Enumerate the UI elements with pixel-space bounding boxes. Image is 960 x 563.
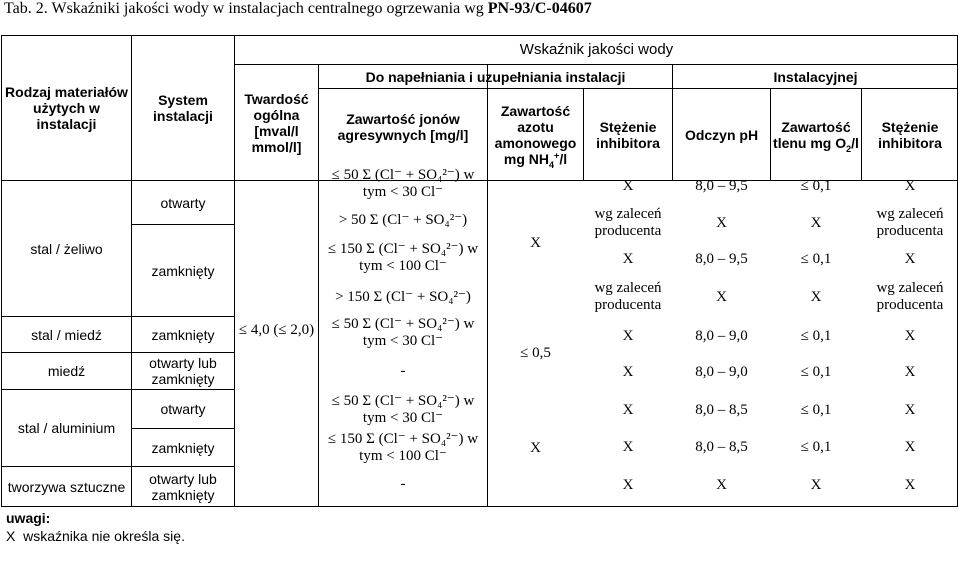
notes-title: uwagi:: [6, 510, 51, 526]
aggressive-row-1: ≤ 50 Σ (Cl⁻ + SO₄²⁻) w tym < 30 Cl⁻: [331, 167, 475, 200]
install-inhibitor2-6: X: [904, 363, 916, 380]
header-install-group: Instalacyjnej: [773, 68, 858, 85]
ammonia-x: X: [530, 234, 541, 251]
install-inhibitor-1: X: [622, 177, 634, 194]
header-ph: Odczyn pH: [684, 126, 759, 143]
install-inhibitor2-5: X: [904, 327, 916, 344]
material-copper: miedź: [47, 363, 86, 379]
system-open-or-closed-2: otwarty lub zamknięty: [149, 470, 217, 503]
aggressive-row-6: -: [400, 362, 406, 379]
header-aggressive: Zawartość jonów agresywnych [mg/l]: [337, 110, 469, 143]
install-ph-8: 8,0 – 8,5: [695, 438, 748, 455]
system-open-1: otwarty: [160, 194, 206, 211]
ammonia-x-2: X: [530, 439, 541, 456]
header-indicator-group: Wskaźnik jakości wody: [519, 41, 674, 58]
system-closed-1: zamknięty: [151, 262, 215, 279]
header-inhibitor-install: Stężenie inhibitora: [878, 118, 942, 151]
install-inhibitor2-8: X: [904, 438, 916, 455]
install-ph-7: 8,0 – 8,5: [695, 401, 748, 418]
aggressive-row-3: ≤ 150 Σ (Cl⁻ + SO₄²⁻) w tym < 100 Cl⁻: [327, 241, 479, 274]
install-ph-1: 8,0 – 9,5: [695, 177, 748, 194]
install-oxygen-2: X: [810, 214, 822, 231]
install-ph-4: X: [716, 288, 727, 305]
header-hardness: Twardość ogólna [mval/l mmol/l]: [244, 90, 309, 155]
material-steel-iron: stal / żeliwo: [30, 240, 103, 257]
aggressive-row-9: -: [400, 475, 406, 492]
install-inhibitor-2: wg zaleceń producenta: [594, 206, 662, 239]
install-oxygen-8: ≤ 0,1: [800, 438, 832, 455]
install-inhibitor-7: X: [622, 401, 634, 418]
system-closed-3: zamknięty: [151, 439, 215, 456]
install-inhibitor2-9: X: [904, 476, 916, 493]
install-inhibitor-5: X: [622, 327, 634, 344]
system-closed-2: zamknięty: [151, 326, 215, 343]
system-open-2: otwarty: [160, 401, 206, 417]
notes-text: X wskaźnika nie określa się.: [6, 528, 185, 544]
caption-text: Tab. 2. Wskaźniki jakości wody w instalacjach centralnego ogrzewania wg: [4, 0, 488, 17]
header-fill-group: Do napełniania i uzupełniania instalacji: [365, 68, 626, 85]
install-ph-5: 8,0 – 9,0: [695, 327, 748, 344]
install-inhibitor2-3: X: [904, 250, 916, 267]
install-oxygen-7: ≤ 0,1: [800, 401, 832, 418]
material-plastics: tworzywa sztuczne: [7, 478, 126, 495]
aggressive-row-2: > 50 Σ (Cl⁻ + SO₄²⁻): [338, 211, 468, 228]
install-ph-9: X: [716, 476, 727, 493]
caption-standard: PN-93/C-04607: [487, 0, 592, 17]
install-ph-3: 8,0 – 9,5: [695, 250, 748, 267]
header-system: System instalacji: [153, 92, 213, 124]
header-inhibitor-fill: Stężenie inhibitora: [596, 118, 660, 151]
install-ph-6: 8,0 – 9,0: [695, 363, 748, 380]
system-open-or-closed-1: otwarty lub zamknięty: [149, 355, 217, 387]
install-inhibitor2-7: X: [904, 401, 916, 418]
aggressive-row-4: > 150 Σ (Cl⁻ + SO₄²⁻): [335, 288, 471, 305]
install-inhibitor-8: X: [622, 438, 634, 455]
header-ammonia: Zawartość azotu amonowego mg $NH_4^+/l$: [494, 102, 577, 170]
hardness-value: ≤ 4,0 (≤ 2,0): [238, 321, 315, 338]
install-oxygen-9: X: [810, 476, 822, 493]
notes: [6, 509, 185, 545]
header-oxygen: Zawartość tlenu mg $O_2/l$: [773, 118, 859, 154]
install-ph-2: X: [716, 214, 727, 231]
install-oxygen-3: ≤ 0,1: [800, 250, 832, 267]
aggressive-row-7: ≤ 50 Σ (Cl⁻ + SO₄²⁻) w tym < 30 Cl⁻: [331, 393, 475, 426]
material-steel-aluminium: stal / aluminium: [17, 420, 116, 436]
install-inhibitor2-4: wg zaleceń producenta: [876, 280, 944, 313]
install-inhibitor-6: X: [622, 363, 634, 380]
install-inhibitor2-1: X: [904, 177, 916, 194]
material-steel-copper: stal / miedź: [31, 326, 102, 343]
install-oxygen-5: ≤ 0,1: [800, 327, 832, 344]
install-inhibitor2-2: wg zaleceń producenta: [876, 206, 944, 239]
install-oxygen-6: ≤ 0,1: [800, 363, 832, 380]
aggressive-row-5: ≤ 50 Σ (Cl⁻ + SO₄²⁻) w tym < 30 Cl⁻: [331, 316, 475, 349]
aggressive-row-8: ≤ 150 Σ (Cl⁻ + SO₄²⁻) w tym < 100 Cl⁻: [327, 431, 479, 464]
install-inhibitor-3: X: [622, 250, 634, 267]
install-inhibitor-4: wg zaleceń producenta: [594, 280, 662, 313]
install-oxygen-1: ≤ 0,1: [800, 177, 832, 194]
install-oxygen-4: X: [810, 288, 822, 305]
install-inhibitor-9: X: [622, 476, 634, 493]
ammonia-le05: ≤ 0,5: [520, 344, 551, 361]
header-material: Rodzaj materiałów użytych w instalacji: [5, 84, 128, 132]
